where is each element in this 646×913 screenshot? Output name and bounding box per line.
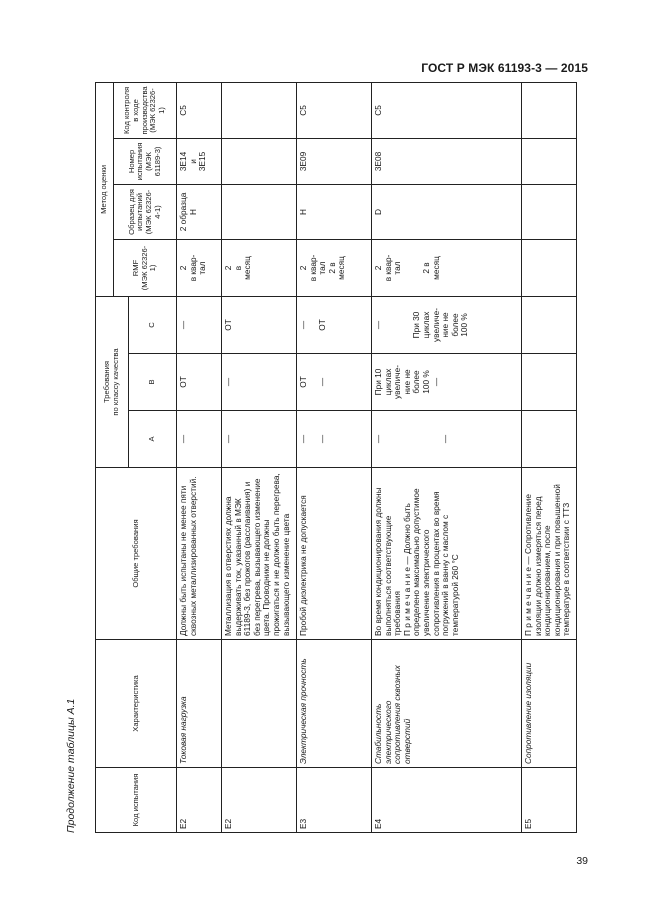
cell-test-number: 3E14 и 3E15 <box>177 138 222 184</box>
cell-class-c: — <box>177 296 222 353</box>
cell-characteristic: Электрическая прочность <box>297 640 372 768</box>
cell-samples: D <box>372 184 522 239</box>
cell-test-number <box>522 138 577 184</box>
page-number: 39 <box>576 855 588 867</box>
cell-class-c: — При 30 циклах увеличе- ние не более 100 % <box>372 296 522 353</box>
cell-characteristic: Стабильность электрического сопротивления сквозных отверстий <box>372 640 522 768</box>
cell-code: E2 <box>177 768 222 833</box>
header-requirements: Общие требования <box>96 468 177 640</box>
cell-rmf: 2 в квар- тал 2 в месяц <box>372 239 522 296</box>
cell-requirements: Металлизация в отверстиях должна выдерживать ток, указанный в МЭК 61189-3, без прожогов (расслаивания) и без перегрева, вызывающего изменение цвета. Проводники не должны прожигаться и не должно быть перегрева, вызывающего изменение цвета <box>222 468 297 640</box>
cell-rmf: 2 в квар- тал 2 в месяц <box>297 239 372 296</box>
cell-class-a: — — <box>372 411 522 468</box>
cell-test-number: 3E08 <box>372 138 522 184</box>
cell-rmf: 2 в квар- тал <box>177 239 222 296</box>
cell-test-number: 3E09 <box>297 138 372 184</box>
cell-control <box>522 82 577 138</box>
cell-class-c <box>522 296 577 353</box>
cell-test-number <box>222 138 297 184</box>
header-code: Код испытания <box>96 768 177 833</box>
table-caption: Продолжение таблицы А.1 <box>65 698 77 833</box>
cell-control: C5 <box>297 82 372 138</box>
cell-class-a <box>522 411 577 468</box>
cell-samples <box>222 184 297 239</box>
header-class-c: С <box>129 296 177 353</box>
cell-class-b: ОТ — <box>297 354 372 411</box>
cell-code: E4 <box>372 768 522 833</box>
header-evaluation-method: Метод оценки <box>96 82 114 296</box>
cell-class-b: ОТ <box>177 354 222 411</box>
cell-class-b: При 10 циклах увеличе- ние не более 100 % — <box>372 354 522 411</box>
cell-requirements: Должны быть испытаны не менее пяти сквозных металлизированных отверстий. <box>177 468 222 640</box>
cell-control <box>222 82 297 138</box>
table-row <box>297 82 372 832</box>
header-requirements-by-class: Требования по классу качества <box>96 296 129 467</box>
cell-class-a: — <box>177 411 222 468</box>
header-samples: Образец для испытаний (МЭК 62326-4-1) <box>114 184 177 239</box>
cell-requirements-note: П р и м е ч а н и е — Сопротивление изоляции должно измеряться перед кондиционированием, после кондиционирования и при повышенной температуре в соответствии с ТТЗ <box>523 484 572 636</box>
table-row <box>372 82 522 832</box>
cell-requirements-note: П р и м е ч а н и е — Должно быть определено максимально допустимое увеличение электрического сопротивления в процентах во время погружений в ванну с маслом с температурой 260 °С <box>401 488 460 636</box>
header-test-number: Номер испытания (МЭК 61189-3) <box>114 138 177 184</box>
header-characteristic: Характеристика <box>96 640 177 768</box>
cell-rmf <box>522 239 577 296</box>
cell-class-b: — <box>222 354 297 411</box>
cell-class-c: — ОТ <box>297 296 372 353</box>
cell-characteristic <box>222 640 297 768</box>
header-class-b: В <box>129 354 177 411</box>
cell-code: E5 <box>522 768 577 833</box>
cell-requirements <box>522 468 577 640</box>
cell-code: E2 <box>222 768 297 833</box>
table-row <box>177 82 222 832</box>
cell-requirements <box>372 468 522 640</box>
table-row <box>522 82 577 832</box>
cell-control: C5 <box>372 82 522 138</box>
table-row <box>222 82 297 832</box>
cell-requirements: Пробой диэлектрика не допускается <box>297 468 372 640</box>
cell-class-a: — <box>222 411 297 468</box>
cell-control: C5 <box>177 82 222 138</box>
cell-rmf: 2 в месяц <box>222 239 297 296</box>
cell-class-c: ОТ <box>222 296 297 353</box>
cell-characteristic: Сопротивление изоляции <box>522 640 577 768</box>
cell-samples: Н <box>297 184 372 239</box>
rotated-table-area <box>65 83 580 833</box>
cell-samples <box>522 184 577 239</box>
cell-samples: 2 образца Н <box>177 184 222 239</box>
cell-requirements-text: Во время кондиционирования должны выполняться соответствующие требования <box>373 487 403 636</box>
standard-designation: ГОСТ Р МЭК 61193-3 — 2015 <box>421 61 588 75</box>
header-control-code: Код контроля в ходе производства (МЭК 62326-1) <box>114 82 177 138</box>
header-rmf: RMF (МЭК 62326-1) <box>114 239 177 296</box>
header-class-a: А <box>129 411 177 468</box>
cell-code: E3 <box>297 768 372 833</box>
cell-class-b <box>522 354 577 411</box>
cell-characteristic: Токовая нагрузка <box>177 640 222 768</box>
requirements-table <box>95 82 577 833</box>
cell-class-a: — — <box>297 411 372 468</box>
